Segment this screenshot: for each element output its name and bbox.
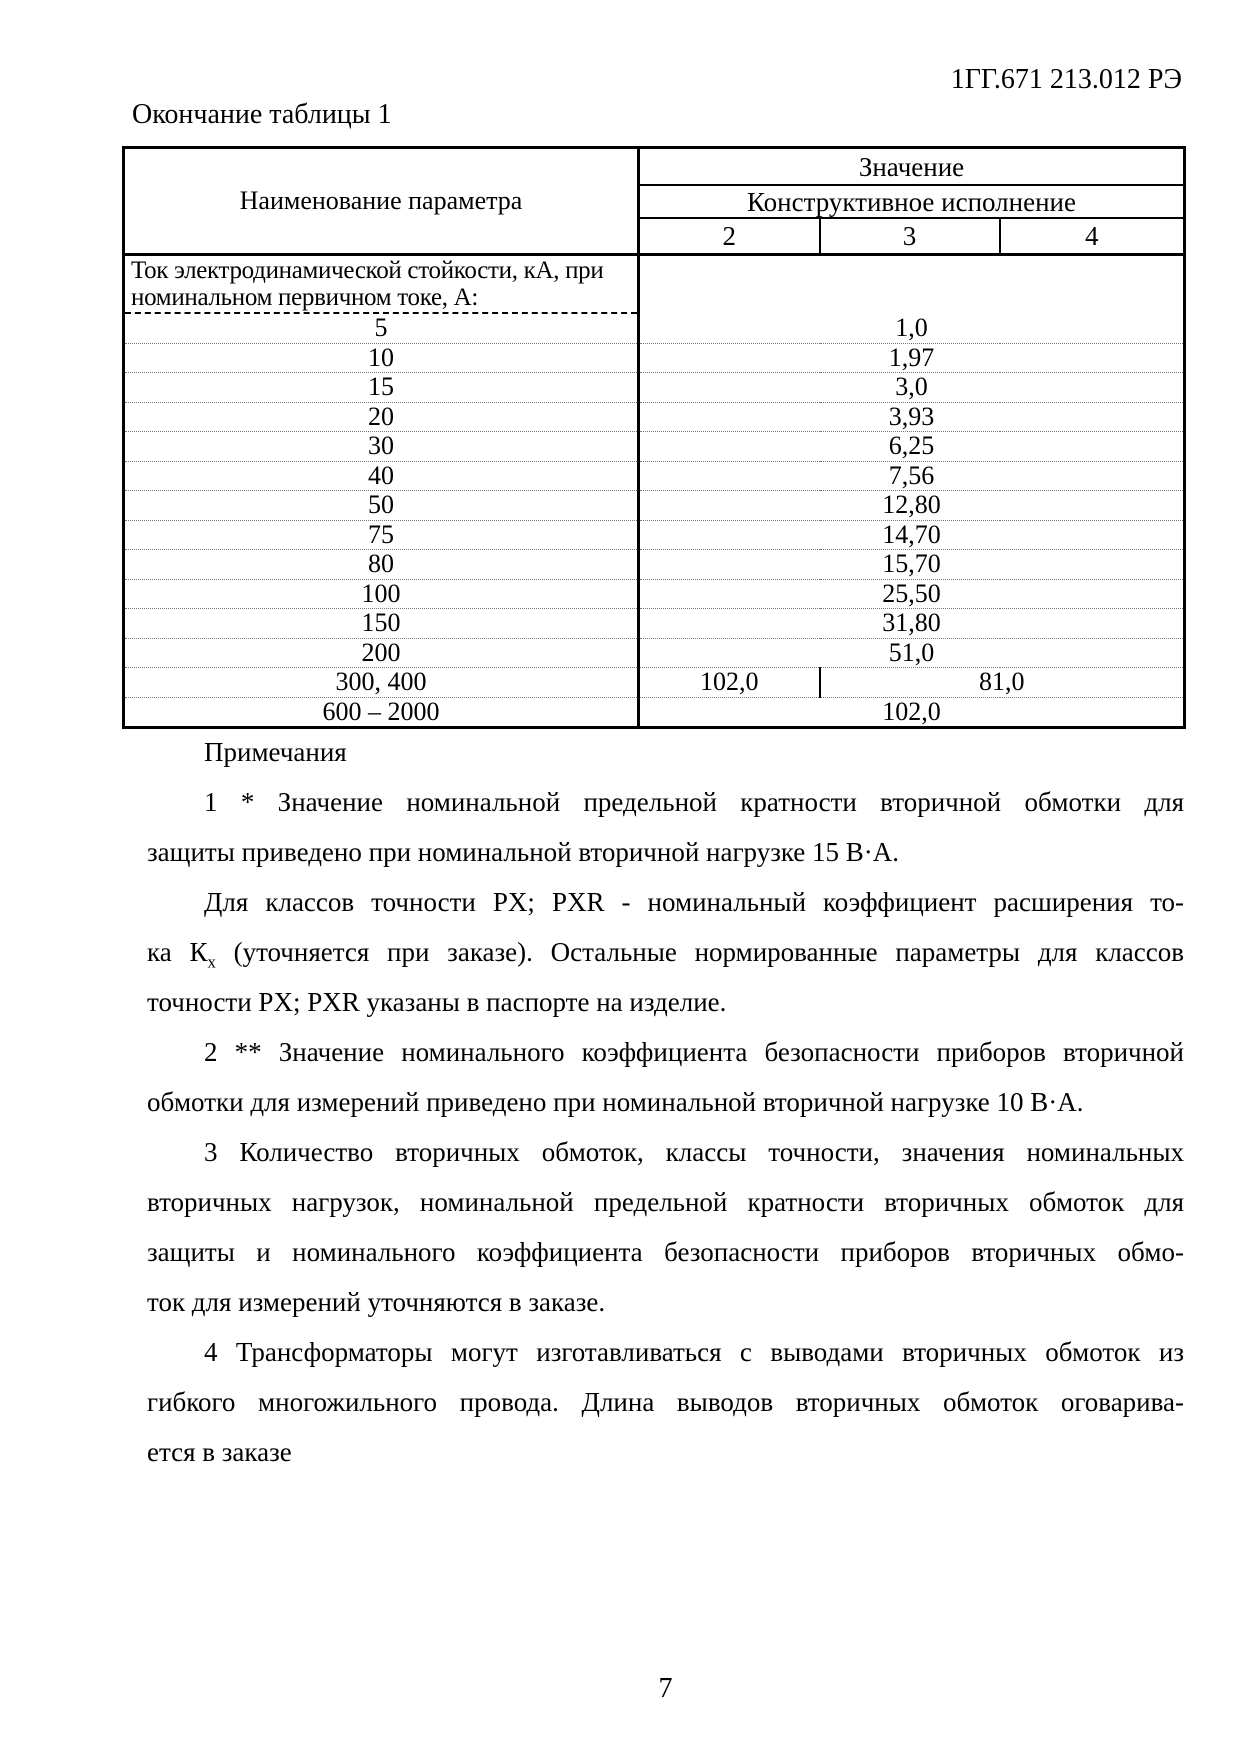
header-design-version: Конструктивное исполнение xyxy=(639,185,1185,218)
param-title-line-2: номинальном первичном токе, А: xyxy=(131,284,479,311)
table-row xyxy=(124,520,1185,550)
row-value-col2: 102,0 xyxy=(639,668,820,698)
row-current: 75 xyxy=(124,520,639,550)
note-1-line-5: точности PX; PXR указаны в паспорте на изделие. xyxy=(147,987,727,1017)
note-3-line-4: ток для измерений уточняются в заказе. xyxy=(147,1287,606,1317)
row-current: 20 xyxy=(124,402,639,432)
table-row xyxy=(124,343,1185,373)
note-2-line-1: 2 ** Значение номинального коэффициента безопасности приборов вторичной xyxy=(204,1037,1184,1067)
header-col-4: 4 xyxy=(1000,218,1185,255)
kx-text-after: (уточняется при заказе). Остальные нормированные параметры для классов xyxy=(215,937,1184,967)
table-row xyxy=(124,491,1185,521)
row-value: 7,56 xyxy=(639,461,1185,491)
row-value: 6,25 xyxy=(639,432,1185,462)
note-1-line-2: защиты приведено при номинальной вторичной нагрузке 15 В·А. xyxy=(147,837,900,867)
page-number: 7 xyxy=(658,1673,673,1704)
note-1-line-1: 1 * Значение номинальной предельной кратности вторичной обмотки для xyxy=(204,787,1184,817)
table-row xyxy=(124,579,1185,609)
row-value: 14,70 xyxy=(639,520,1185,550)
param-title-empty-cell xyxy=(639,255,1185,314)
note-3-line-3: защиты и номинального коэффициента безопасности приборов вторичных обмо- xyxy=(147,1237,1184,1267)
row-current: 40 xyxy=(124,461,639,491)
table-row xyxy=(124,373,1185,403)
header-value: Значение xyxy=(639,148,1185,186)
param-title-cell xyxy=(124,255,639,314)
header-param-name: Наименование параметра xyxy=(124,148,639,255)
table-row xyxy=(124,432,1185,462)
row-current: 150 xyxy=(124,609,639,639)
table-header-row-1 xyxy=(124,148,1185,186)
row-value: 12,80 xyxy=(639,491,1185,521)
row-value: 15,70 xyxy=(639,550,1185,580)
row-value: 1,0 xyxy=(895,313,928,342)
note-4-line-3: ется в заказе xyxy=(147,1437,292,1467)
header-col-3: 3 xyxy=(820,218,1000,255)
row-value: 31,80 xyxy=(639,609,1185,639)
note-4-line-2: гибкого многожильного провода. Длина выводов вторичных обмоток оговарива- xyxy=(147,1387,1184,1417)
note-4-line-1: 4 Трансформаторы могут изготавливаться с выводами вторичных обмоток из xyxy=(204,1337,1184,1367)
kx-subscript: х xyxy=(207,952,216,972)
row-value: 3,93 xyxy=(639,402,1185,432)
table-row xyxy=(124,402,1185,432)
row-value: 102,0 xyxy=(639,697,1185,728)
row-current: 50 xyxy=(124,491,639,521)
table-row xyxy=(124,461,1185,491)
row-current: 100 xyxy=(124,579,639,609)
parameters-table xyxy=(122,146,1186,729)
row-current: 600 – 2000 xyxy=(124,697,639,728)
row-value: 1,97 xyxy=(639,343,1185,373)
row-current: 300, 400 xyxy=(124,668,639,698)
row-current: 10 xyxy=(124,343,639,373)
table-row-last xyxy=(124,697,1185,728)
row-value-col34: 81,0 xyxy=(820,668,1185,698)
notes-heading: Примечания xyxy=(204,737,347,767)
notes-section xyxy=(147,727,1184,1477)
table-row xyxy=(124,313,1185,343)
row-current: 15 xyxy=(124,373,639,403)
row-current: 80 xyxy=(124,550,639,580)
note-3-line-2: вторичных нагрузок, номинальной предельной кратности вторичных обмоток для xyxy=(147,1187,1184,1217)
table-row xyxy=(124,609,1185,639)
note-3-line-1: 3 Количество вторичных обмоток, классы точности, значения номинальных xyxy=(204,1137,1184,1167)
table-caption: Окончание таблицы 1 xyxy=(132,99,392,130)
table-row-split xyxy=(124,668,1185,698)
param-title-line-1: Ток электродинамической стойкости, кА, при xyxy=(131,257,604,284)
row-current: 5 xyxy=(124,313,639,343)
note-1-line-4 xyxy=(147,927,1184,977)
row-value: 51,0 xyxy=(639,638,1185,668)
param-title-row xyxy=(124,255,1185,314)
row-current: 200 xyxy=(124,638,639,668)
header-col-2: 2 xyxy=(639,218,820,255)
note-2-line-2: обмотки для измерений приведено при номинальной вторичной нагрузке 10 В·А. xyxy=(147,1087,1084,1117)
row-value: 3,0 xyxy=(639,373,1185,403)
table-row xyxy=(124,550,1185,580)
table-row xyxy=(124,638,1185,668)
kx-text: ка К xyxy=(147,937,208,967)
row-value: 25,50 xyxy=(639,579,1185,609)
row-current: 30 xyxy=(124,432,639,462)
document-code: 1ГГ.671 213.012 РЭ xyxy=(950,64,1182,95)
note-1-line-3: Для классов точности PX; PXR - номинальный коэффициент расширения то- xyxy=(204,887,1184,917)
